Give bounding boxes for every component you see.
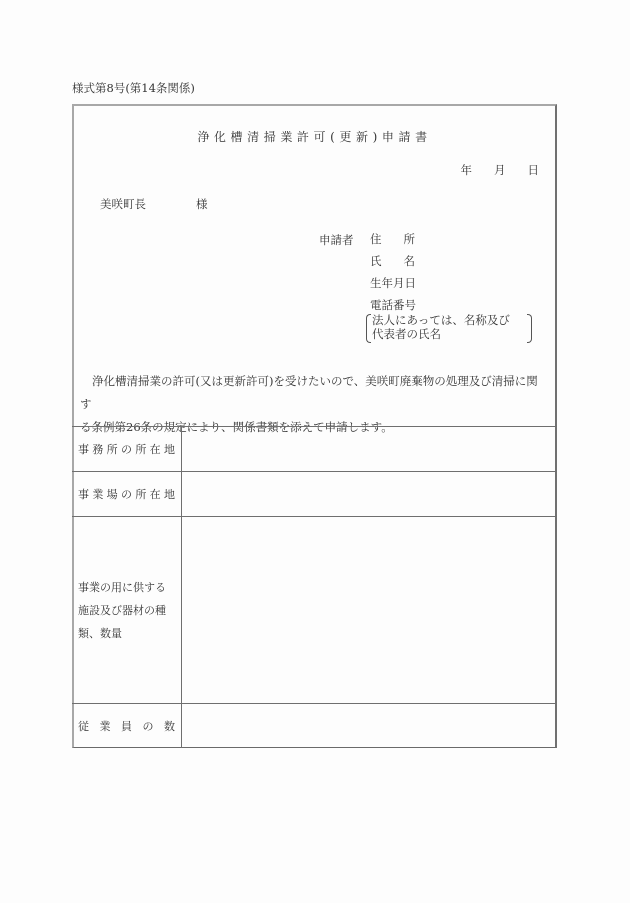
facilities-label-line: 事業の用に供する xyxy=(78,580,166,594)
name-field xyxy=(370,254,550,276)
facilities-label-line: 類、数量 xyxy=(78,626,122,640)
label-char: 数 xyxy=(164,719,175,733)
corporate-note-line1: 法人にあっては、名称及び xyxy=(372,313,510,327)
table-row-workplace-location xyxy=(72,472,557,517)
table-row-office-location xyxy=(72,427,557,472)
corporate-note-line2: 代表者の氏名 xyxy=(372,327,441,341)
label-char: 地 xyxy=(163,443,175,456)
label-char: 在 xyxy=(149,488,161,501)
info-table xyxy=(72,426,557,748)
workplace-location-label xyxy=(72,472,181,517)
facilities-label-line: 施設及び器材の種 xyxy=(78,603,166,617)
label-char: 地 xyxy=(163,488,175,501)
employees-value[interactable] xyxy=(181,704,557,748)
label-char: 在 xyxy=(149,443,161,456)
statement-line2: る条例第26条の規定により、関係書類を添えて申請します。 xyxy=(80,420,393,434)
table-row-facilities xyxy=(72,517,557,704)
addressee-honorific: 様 xyxy=(196,197,208,211)
table-row-employees xyxy=(72,704,557,748)
facilities-label xyxy=(72,517,181,704)
address-field xyxy=(370,232,550,254)
name-label-2: 名 xyxy=(403,254,415,268)
statement-line1: 浄化槽清掃業の許可(又は更新許可)を受けたいので、美咲町廃棄物の処理及び清掃に関す xyxy=(80,374,538,411)
label-char: 業 xyxy=(92,488,104,501)
addressee xyxy=(100,196,208,212)
name-label-1: 氏 xyxy=(370,254,382,268)
birthdate-field: 生年月日 xyxy=(370,276,416,290)
label-char: 務 xyxy=(92,443,104,456)
label-char: 場 xyxy=(106,488,118,501)
label-char: 業 xyxy=(99,719,111,733)
corporate-note xyxy=(366,313,532,344)
address-label-1: 住 xyxy=(370,232,382,246)
address-label-2: 所 xyxy=(403,232,415,246)
month-label: 月 xyxy=(494,163,506,177)
document-title: 浄化槽清掃業許可(更新)申請書 xyxy=(197,130,432,144)
day-label: 日 xyxy=(527,163,539,177)
applicant-fields xyxy=(370,232,550,341)
label-char: 事 xyxy=(78,443,89,456)
date-line xyxy=(461,162,540,178)
label-char: の xyxy=(120,443,132,456)
label-char: 事 xyxy=(78,488,89,501)
label-char: 所 xyxy=(106,443,118,456)
applicant-label: 申請者 xyxy=(319,233,354,247)
office-location-label xyxy=(72,427,181,472)
employees-label xyxy=(72,704,181,748)
facilities-value[interactable] xyxy=(181,517,557,704)
year-label: 年 xyxy=(460,163,472,177)
office-location-value[interactable] xyxy=(181,427,557,472)
addressee-name: 美咲町長 xyxy=(100,197,146,211)
label-char: の xyxy=(120,488,132,501)
workplace-location-value[interactable] xyxy=(181,472,557,517)
label-char: 員 xyxy=(121,719,132,733)
label-char: 従 xyxy=(78,719,89,733)
form-number: 様式第8号(第14条関係) xyxy=(72,81,195,95)
label-char: 所 xyxy=(135,443,147,456)
label-char: 所 xyxy=(135,488,147,501)
label-char: の xyxy=(142,719,154,733)
phone-field: 電話番号 xyxy=(370,298,416,312)
application-form xyxy=(72,104,557,748)
